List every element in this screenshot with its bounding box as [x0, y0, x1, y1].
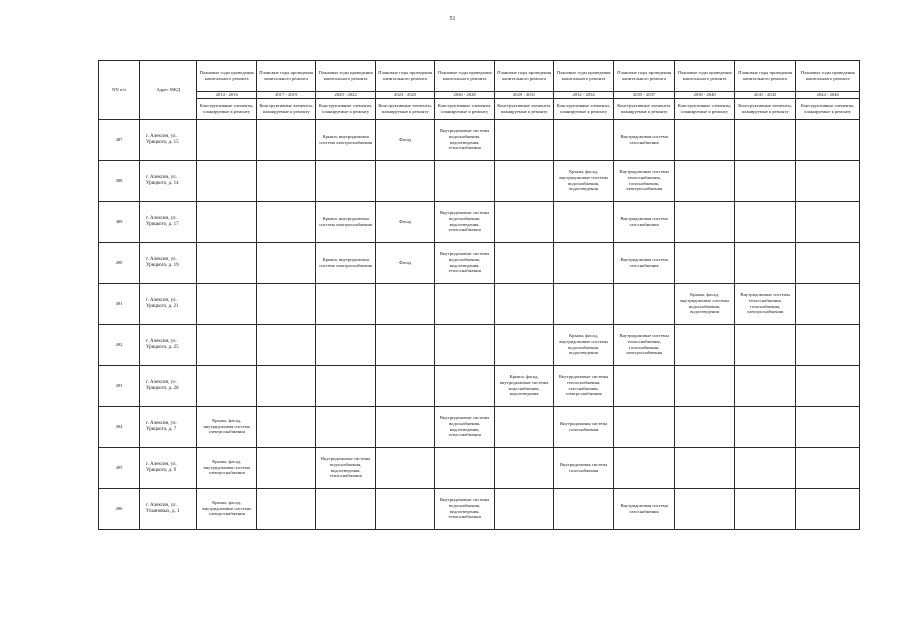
header-row-periods: [99, 92, 860, 99]
work-cell: [734, 365, 796, 406]
work-cell: Фасад: [375, 242, 434, 283]
work-cell: [375, 488, 434, 529]
address-line: Урицкого, д. 14: [146, 180, 179, 186]
header-elements: Конструктивные элементы, планируемые к ремонту: [734, 98, 796, 119]
work-cell: [316, 324, 375, 365]
header-elements: Конструктивные элементы, планируемые к ремонту: [675, 98, 734, 119]
work-cell: [316, 365, 375, 406]
work-cell: [554, 119, 613, 160]
table-body: [99, 119, 860, 529]
work-cell: [796, 447, 860, 488]
work-cell: [256, 406, 315, 447]
work-cell: Внутридомовая система газоснабжения: [613, 488, 675, 529]
work-cell: [256, 119, 315, 160]
header-elements: Конструктивные элементы, планируемые к ремонту: [494, 98, 553, 119]
row-address: [140, 447, 197, 488]
work-cell: [554, 201, 613, 242]
work-cell: [316, 406, 375, 447]
work-cell: Внутридомовые системы водоснабжения, водоотведения, теплоснабжения: [435, 119, 494, 160]
work-cell: [256, 365, 315, 406]
work-cell: [675, 242, 734, 283]
header-period: 2026 - 2028: [435, 92, 494, 99]
row-number: 491: [99, 283, 140, 324]
header-period: 2041 - 2043: [734, 92, 796, 99]
work-cell: [675, 447, 734, 488]
header-planned-years: Плановые годы проведения капитального ремонта: [554, 61, 613, 92]
header-elements: Конструктивные элементы, планируемые к ремонту: [197, 98, 256, 119]
table-row: [99, 324, 860, 365]
work-cell: [197, 160, 256, 201]
header-period: 2020 - 2022: [316, 92, 375, 99]
table-row: [99, 242, 860, 283]
row-number: 492: [99, 324, 140, 365]
work-cell: [675, 160, 734, 201]
work-cell: [675, 365, 734, 406]
work-cell: Крыша, фасад, внутридомовые системы электроснабжения: [197, 488, 256, 529]
header-elements: Конструктивные элементы, планируемые к ремонту: [613, 98, 675, 119]
table-row: [99, 488, 860, 529]
header-period: 2032 - 2034: [554, 92, 613, 99]
work-cell: [435, 447, 494, 488]
row-address: [140, 365, 197, 406]
work-cell: [734, 201, 796, 242]
work-cell: Внутридомовая система газоснабжения: [554, 447, 613, 488]
address-line: г. Алексин, ул.: [146, 338, 177, 344]
work-cell: [256, 447, 315, 488]
address-line: г. Алексин, ул.: [146, 215, 177, 221]
header-period: 2035 - 2037: [613, 92, 675, 99]
work-cell: [734, 447, 796, 488]
work-cell: [796, 119, 860, 160]
header-period: 2044 - 2046: [796, 92, 860, 99]
row-number: 495: [99, 447, 140, 488]
work-cell: [197, 201, 256, 242]
table-row: [99, 365, 860, 406]
work-cell: [494, 201, 553, 242]
work-cell: Крыша, фасад, внутридомовые системы водоснабжения, водоотведения: [675, 283, 734, 324]
address-line: Урицкого, д. 25: [146, 344, 179, 350]
address-line: г. Алексин, ул.: [146, 256, 177, 262]
work-cell: [734, 488, 796, 529]
address-line: Ульяновых, д. 1: [146, 508, 180, 514]
row-address: [140, 119, 197, 160]
header-elements: Конструктивные элементы, планируемые к ремонту: [316, 98, 375, 119]
address-line: г. Алексин, ул.: [146, 502, 177, 508]
work-cell: Внутридомовая система газоснабжения: [613, 201, 675, 242]
work-cell: [554, 488, 613, 529]
work-cell: Внутридомовые системы водоснабжения, водоотведения, теплоснабжения: [316, 447, 375, 488]
work-cell: [435, 160, 494, 201]
work-cell: Крыша, внутридомовая система электроснабжения: [316, 242, 375, 283]
work-cell: [494, 119, 553, 160]
address-line: Урицкого, д. 9: [146, 467, 177, 473]
work-cell: [256, 283, 315, 324]
work-cell: Внутридомовые системы теплоснабжения, газоснабжения, электроснабжения: [554, 365, 613, 406]
work-cell: [375, 406, 434, 447]
work-cell: [435, 324, 494, 365]
row-number: 490: [99, 242, 140, 283]
header-planned-years: Плановые годы проведения капитального ремонта: [675, 61, 734, 92]
work-cell: [675, 201, 734, 242]
work-cell: [796, 201, 860, 242]
work-cell: [316, 488, 375, 529]
work-cell: [256, 160, 315, 201]
row-number: 488: [99, 160, 140, 201]
header-planned-years: Плановые годы проведения капитального ремонта: [613, 61, 675, 92]
header-num: NN п/п: [99, 61, 140, 120]
work-cell: [613, 406, 675, 447]
work-cell: Внутридомовая система газоснабжения: [554, 406, 613, 447]
work-cell: [197, 119, 256, 160]
work-cell: Крыша, внутридомовая система электроснабжения: [316, 119, 375, 160]
header-elements: Конструктивные элементы, планируемые к ремонту: [256, 98, 315, 119]
work-cell: Внутридомовые системы водоснабжения, водоотведения, теплоснабжения: [435, 201, 494, 242]
row-address: [140, 283, 197, 324]
table-row: [99, 283, 860, 324]
work-cell: [734, 406, 796, 447]
row-address: [140, 160, 197, 201]
work-cell: Крыша, фасад, внутридомовая система электроснабжения: [197, 447, 256, 488]
work-cell: [796, 406, 860, 447]
work-cell: [796, 365, 860, 406]
row-address: [140, 324, 197, 365]
work-cell: [796, 283, 860, 324]
row-number: 496: [99, 488, 140, 529]
work-cell: Крыша, фасад, внутридомовая система электроснабжения: [197, 406, 256, 447]
work-cell: Внутридомовые системы водоснабжения, водоотведения, теплоснабжения: [435, 406, 494, 447]
table-row: [99, 447, 860, 488]
header-period: 2014 - 2016: [197, 92, 256, 99]
work-cell: Крыша, фасад, внутридомовые системы водоснабжения, водоотведения: [554, 324, 613, 365]
work-cell: [675, 488, 734, 529]
header-planned-years: Плановые годы проведения капитального ремонта: [494, 61, 553, 92]
work-cell: [316, 283, 375, 324]
address-line: Урицкого, д. 28: [146, 385, 179, 391]
work-cell: Внутридомовые системы теплоснабжения, газоснабжения, электроснабжения: [734, 283, 796, 324]
work-cell: [197, 365, 256, 406]
header-planned-years: Плановые годы проведения капитального ремонта: [375, 61, 434, 92]
work-cell: [613, 365, 675, 406]
work-cell: [375, 160, 434, 201]
header-planned-years: Плановые годы проведения капитального ремонта: [197, 61, 256, 92]
row-address: [140, 488, 197, 529]
work-cell: Крыша, фасад, внутридомовые системы водоснабжения, водоотведения: [494, 365, 553, 406]
table-row: [99, 406, 860, 447]
header-period: 2017 - 2019: [256, 92, 315, 99]
work-cell: [197, 283, 256, 324]
row-number: 487: [99, 119, 140, 160]
address-line: Урицкого, д. 19: [146, 262, 179, 268]
work-cell: [734, 119, 796, 160]
work-cell: [197, 324, 256, 365]
address-line: г. Алексин, ул.: [146, 174, 177, 180]
row-address: [140, 201, 197, 242]
work-cell: [554, 283, 613, 324]
address-line: Урицкого, д. 17: [146, 221, 179, 227]
row-address: [140, 242, 197, 283]
work-cell: [734, 160, 796, 201]
header-period: 2029 - 2031: [494, 92, 553, 99]
table-row: [99, 201, 860, 242]
table-row: [99, 160, 860, 201]
work-cell: Фасад: [375, 201, 434, 242]
work-cell: [375, 283, 434, 324]
work-cell: [375, 447, 434, 488]
work-cell: Внутридомовые системы теплоснабжения, газоснабжения, электроснабжения: [613, 160, 675, 201]
address-line: г. Алексин, ул.: [146, 379, 177, 385]
work-cell: [256, 488, 315, 529]
work-cell: [494, 283, 553, 324]
work-cell: [256, 242, 315, 283]
work-cell: Внутридомовая система газоснабжения: [613, 242, 675, 283]
work-cell: Внутридомовые системы водоснабжения, водоотведения, теплоснабжения: [435, 488, 494, 529]
header-elements: Конструктивные элементы, планируемые к ремонту: [796, 98, 860, 119]
work-cell: [197, 242, 256, 283]
work-cell: [494, 324, 553, 365]
address-line: г. Алексин, ул.: [146, 297, 177, 303]
work-cell: [435, 283, 494, 324]
work-cell: [256, 324, 315, 365]
address-line: г. Алексин, ул.: [146, 461, 177, 467]
capital-repair-schedule-table: [98, 60, 860, 530]
work-cell: [494, 488, 553, 529]
work-cell: [675, 324, 734, 365]
work-cell: [734, 242, 796, 283]
work-cell: [796, 242, 860, 283]
table-row: [99, 119, 860, 160]
address-line: Урицкого, д. 21: [146, 303, 179, 309]
row-number: 494: [99, 406, 140, 447]
work-cell: [734, 324, 796, 365]
work-cell: Внутридомовые системы теплоснабжения, газоснабжения, электроснабжения: [613, 324, 675, 365]
work-cell: Крыша, внутридомовая система электроснабжения: [316, 201, 375, 242]
page-number: 51: [449, 16, 456, 22]
address-line: Урицкого, д. 7: [146, 426, 177, 432]
work-cell: [494, 160, 553, 201]
row-address: [140, 406, 197, 447]
work-cell: [256, 201, 315, 242]
header-row-planned-years: [99, 61, 860, 92]
work-cell: [316, 160, 375, 201]
work-cell: [613, 283, 675, 324]
header-elements: Конструктивные элементы, планируемые к ремонту: [435, 98, 494, 119]
row-number: 493: [99, 365, 140, 406]
header-planned-years: Плановые годы проведения капитального ремонта: [734, 61, 796, 92]
work-cell: [494, 242, 553, 283]
address-line: Урицкого, д. 15: [146, 139, 179, 145]
work-cell: Фасад: [375, 119, 434, 160]
work-cell: [675, 406, 734, 447]
header-period: 2023 - 2025: [375, 92, 434, 99]
work-cell: [375, 324, 434, 365]
work-cell: [613, 447, 675, 488]
work-cell: Внутридомовые системы водоснабжения, водоотведения, теплоснабжения: [435, 242, 494, 283]
address-line: г. Алексин, ул.: [146, 420, 177, 426]
work-cell: [435, 365, 494, 406]
header-planned-years: Плановые годы проведения капитального ремонта: [435, 61, 494, 92]
header-period: 2038 - 2040: [675, 92, 734, 99]
header-elements: Конструктивные элементы, планируемые к ремонту: [375, 98, 434, 119]
header-planned-years: Плановые годы проведения капитального ремонта: [256, 61, 315, 92]
header-planned-years: Плановые годы проведения капитального ремонта: [316, 61, 375, 92]
work-cell: [554, 242, 613, 283]
work-cell: Крыша, фасад, внутридомовые системы водоснабжения, водоотведения: [554, 160, 613, 201]
header-row-elements: [99, 98, 860, 119]
header-elements: Конструктивные элементы, планируемые к ремонту: [554, 98, 613, 119]
work-cell: Внутридомовая система газоснабжения: [613, 119, 675, 160]
work-cell: [494, 447, 553, 488]
work-cell: [796, 324, 860, 365]
row-number: 489: [99, 201, 140, 242]
header-address: Адрес МКД: [140, 61, 197, 120]
work-cell: [375, 365, 434, 406]
work-cell: [796, 160, 860, 201]
header-planned-years: Плановые годы проведения капитального ремонта: [796, 61, 860, 92]
work-cell: [494, 406, 553, 447]
work-cell: [796, 488, 860, 529]
address-line: г. Алексин, ул.: [146, 133, 177, 139]
work-cell: [675, 119, 734, 160]
